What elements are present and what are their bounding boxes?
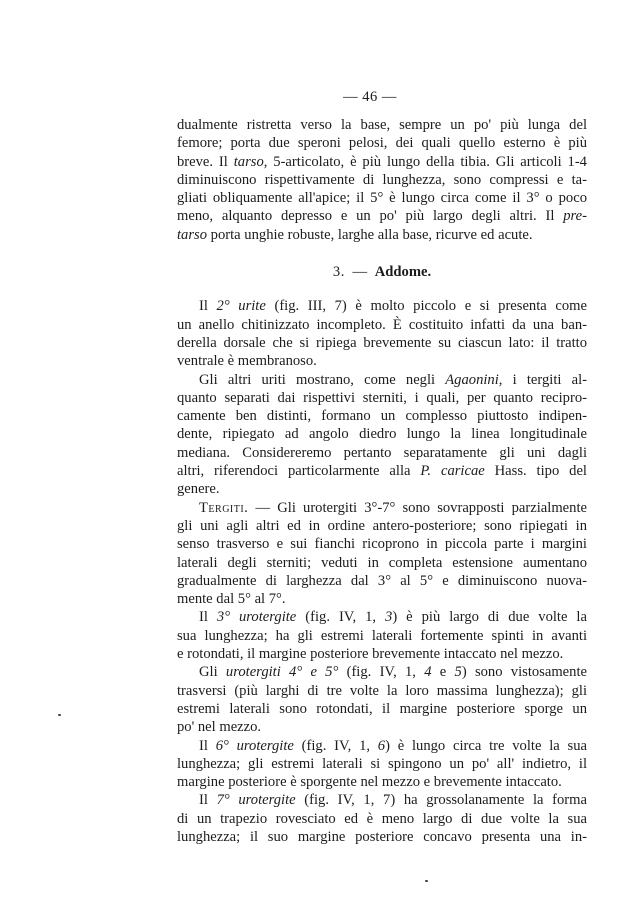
scan-speck	[425, 880, 428, 882]
text-line: breve. Il tarso, 5-articolato, è più lungo della tibia. Gli articoli 1-4	[177, 153, 587, 170]
paragraph-tarso	[177, 116, 587, 244]
page-number: — 46 —	[343, 89, 397, 105]
text-line: gli uni agli altri ed in ordine antero-posteriore; sono ripiegati in	[177, 517, 587, 534]
term-urotergite-6: 6° urotergite	[215, 737, 294, 754]
text-line: lunghezza; il suo margine posteriore concavo presenta una in-	[177, 828, 587, 845]
text-line: Tergiti. — Gli urotergiti 3°-7° sono sovrapposti parzialmente	[199, 499, 587, 516]
body-text	[177, 116, 587, 846]
term-urotergite-3: 3° urotergite	[216, 609, 297, 626]
text-line: tarso porta unghie robuste, larghe alla base, ricurve ed acute.	[177, 226, 533, 243]
text-line: Il 3° urotergite (fig. IV, 1, 3) è più largo di due volte la	[199, 609, 587, 626]
term-urotergiti-4-5: urotergiti 4° e 5°	[225, 664, 339, 681]
text-line: gliati obliquamente all'apice; il 5° è lungo circa come il 3° o poco	[177, 190, 587, 207]
section-title: Addome.	[374, 264, 432, 281]
text-line: mediana. Considereremo pertanto separatamente gli uni dagli	[177, 444, 587, 461]
subsection-label: Tergiti.	[199, 499, 249, 516]
text-line: un anello chitinizzato incompleto. È costituito infatti da una ban-	[177, 316, 587, 333]
text-line: Gli altri uriti mostrano, come negli Agaonini, i tergiti al-	[199, 371, 587, 388]
text-line: genere.	[177, 481, 220, 498]
text-line: estremi laterali sono rotondati, il margine posteriore sporge un	[177, 700, 587, 717]
text-line: trasversi (più larghi di tre volte la loro massima lunghezza); gli	[177, 682, 587, 699]
text-line: derella dorsale che si ripiega brevemente su ciascun lato: il tratto	[177, 334, 587, 351]
term-urite: 2° urite	[216, 298, 266, 315]
paragraph-altri-uriti	[177, 371, 587, 499]
paragraph-tergiti	[177, 499, 587, 609]
term-urotergite-7: 7° urotergite	[216, 792, 296, 809]
text-line: diminuiscono rispettivamente di lunghezza, sono compressi e ta-	[177, 171, 587, 188]
text-line: po' nel mezzo.	[177, 719, 262, 736]
text-line: senso trasverso e sui fianchi ricoprono in piccola parte i margini	[177, 536, 587, 553]
text-line: ventrale è membranoso.	[177, 353, 317, 370]
term-pretarso: pre-	[563, 208, 587, 225]
text-line: gradualmente di larghezza dal 3° al 5° e diminuiscono nuova-	[177, 572, 587, 589]
paragraph-urotergiti-4-5	[177, 663, 587, 736]
text-line: mente dal 5° al 7°.	[177, 591, 286, 608]
scan-speck	[58, 714, 61, 716]
text-line: quanto separati dai rispettivi sterniti, i quali, per quanto recipro-	[177, 389, 587, 406]
paragraph-urotergite-6	[177, 737, 587, 792]
text-line: laterali degli sterniti; veduti in completa estensione aumentano	[177, 554, 587, 571]
text-line: meno, alquanto depresso e un po' più largo degli altri. Il pre-	[177, 208, 587, 225]
term-p-caricae: P. caricae	[420, 463, 485, 480]
paragraph-urotergite-3	[177, 608, 587, 663]
text-line: Il 6° urotergite (fig. IV, 1, 6) è lungo circa tre volte la sua	[199, 737, 587, 754]
term-agaonini: Agaonini	[445, 371, 499, 388]
text-line: altri, riferendoci particolarmente alla P. caricae Hass. tipo del	[177, 463, 587, 480]
text-line: e rotondati, il margine posteriore brevemente intaccato nel mezzo.	[177, 646, 564, 663]
text-line: femore; porta due speroni pelosi, dei quali quello esterno è più	[177, 135, 587, 152]
paragraph-urotergite-7	[177, 791, 587, 846]
term-tarso: tarso	[233, 153, 264, 170]
text-line: camente ben distinti, formano un complesso piuttosto indipen-	[177, 408, 587, 425]
text-line: Il 2° urite (fig. III, 7) è molto piccolo e si presenta come	[199, 298, 587, 315]
section-number: 3.	[332, 264, 345, 281]
text-line: dente, ripiegato ad angolo diedro lungo la linea longitudinale	[177, 426, 587, 443]
paragraph-secondo-urite	[177, 297, 587, 370]
text-line: lunghezza; gli estremi laterali si spingono un po' all' indietro, il	[177, 755, 587, 772]
text-line: dualmente ristretta verso la base, sempre un po' più lunga del	[177, 117, 587, 133]
text-line: Gli urotergiti 4° e 5° (fig. IV, 1, 4 e 5) sono vistosamente	[199, 664, 587, 681]
text-line: margine posteriore è sporgente nel mezzo e brevemente intaccato.	[177, 774, 562, 791]
term-tarso-2: tarso	[177, 226, 208, 243]
text-line: Il 7° urotergite (fig. IV, 1, 7) ha grossolanamente la forma	[199, 792, 587, 809]
section-heading	[177, 263, 587, 281]
text-line: sua lunghezza; ha gli estremi laterali fortemente spinti in avanti	[177, 627, 587, 644]
section-dash: —	[352, 264, 368, 281]
text-line: di un trapezio rovesciato ed è meno largo di due volte la sua	[177, 810, 587, 827]
